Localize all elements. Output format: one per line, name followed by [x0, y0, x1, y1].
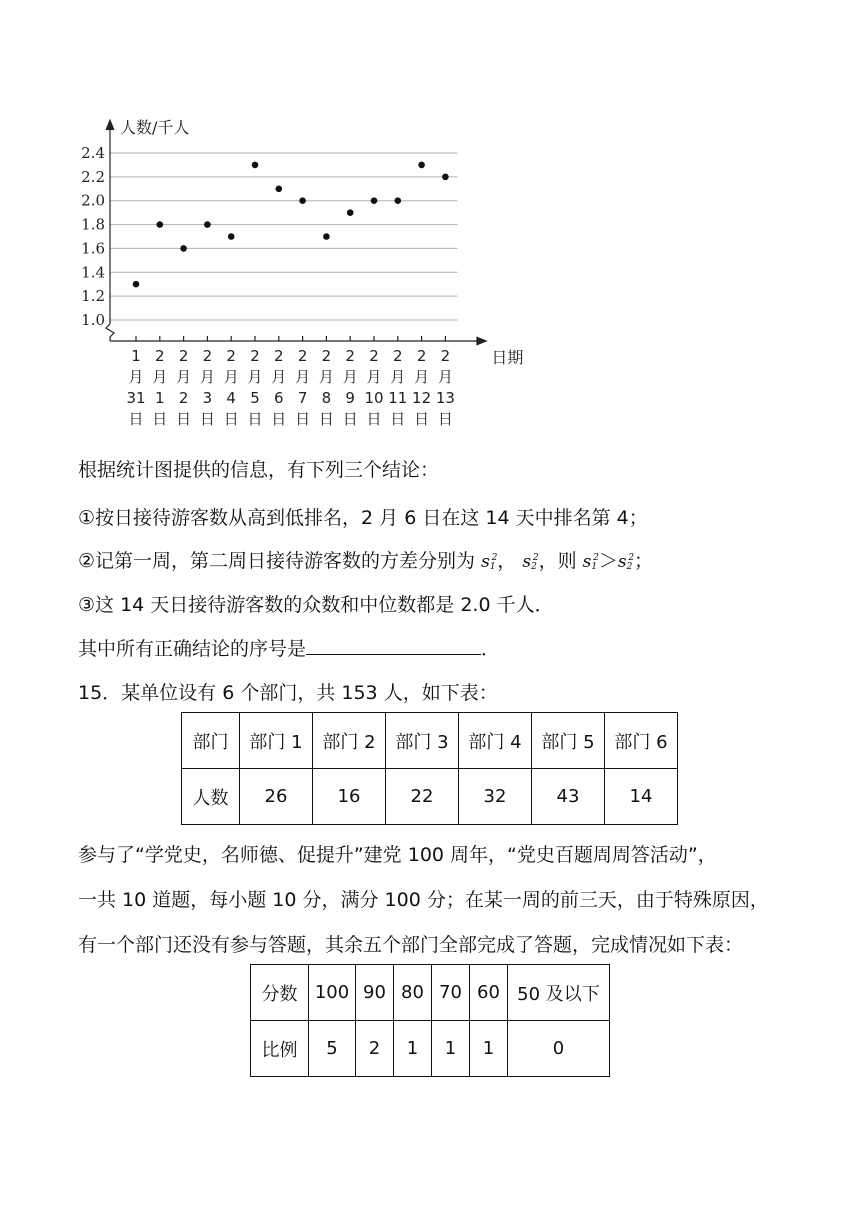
x-tick-label: 日 [176, 410, 192, 428]
table-cell: 1 [470, 1021, 508, 1077]
x-tick-label: 日 [414, 410, 430, 428]
table-cell: 26 [240, 769, 313, 825]
x-tick-label: 日 [271, 410, 287, 428]
x-tick-label: 9 [345, 389, 355, 407]
scatter-chart [70, 110, 530, 440]
x-tick-label: 月 [176, 368, 192, 386]
data-point [180, 245, 187, 252]
x-tick-label: 7 [297, 389, 308, 407]
x-tick-label: 2 [416, 347, 427, 365]
x-tick-label: 2 [393, 347, 403, 365]
table-row [251, 965, 610, 1021]
x-tick-label: 日 [437, 410, 453, 428]
data-point [276, 185, 283, 192]
x-tick-label: 日 [128, 410, 144, 428]
table-row [182, 769, 678, 825]
table-cell: 100 [309, 965, 356, 1021]
data-point [395, 197, 402, 204]
table-cell: 70 [432, 965, 470, 1021]
y-axis-label: 人数/千人 [120, 118, 190, 137]
x-tick-label: 2 [250, 347, 260, 365]
answer-blank[interactable] [306, 636, 481, 655]
y-tick-label: 1.6 [81, 239, 105, 258]
y-tick-label: 1.2 [81, 287, 105, 306]
y-tick-label: 1.8 [81, 215, 105, 234]
x-tick-label: 31 [126, 389, 146, 407]
data-point [323, 233, 330, 240]
table-cell: 80 [394, 965, 432, 1021]
x-tick-label: 日 [295, 410, 311, 428]
table-cell: 部门 4 [459, 713, 532, 769]
conclusion-2: ②记第一周，第二周日接待游客数的方差分别为 $s_1^2$， $s_2^2$，则 $s_1^2>s_2^2$； [78, 550, 654, 572]
table-cell: 部门 2 [313, 713, 386, 769]
x-tick-label: 日 [390, 410, 406, 428]
x-tick-label: 日 [223, 410, 239, 428]
table-cell: 14 [605, 769, 678, 825]
data-point [204, 221, 211, 228]
x-tick-label: 日 [366, 410, 382, 428]
table-cell: 分数 [251, 965, 309, 1021]
table-cell: 5 [309, 1021, 356, 1077]
paragraph-line-3: 有一个部门还没有参与答题，其余五个部门全部完成了答题，完成情况如下表： [78, 934, 744, 956]
y-tick-label: 2.4 [81, 144, 105, 162]
data-point [418, 162, 425, 169]
score-table [250, 964, 610, 1077]
s2-squared: $s_2^2$ [522, 552, 539, 572]
department-table [181, 712, 678, 825]
y-tick-label: 2.0 [81, 191, 105, 210]
x-tick-label: 日 [199, 410, 215, 428]
x-tick-label: 2 [369, 347, 379, 365]
x-tick-label: 2 [202, 347, 213, 365]
table-cell: 人数 [182, 769, 240, 825]
y-tick-label: 1.4 [81, 263, 105, 282]
x-tick-label: 2 [297, 347, 308, 365]
axis-break-icon [106, 324, 114, 341]
table-cell: 部门 6 [605, 713, 678, 769]
data-point [228, 233, 235, 240]
y-tick-label: 1.0 [81, 311, 105, 329]
x-tick-label: 月 [342, 368, 358, 386]
x-tick-label: 6 [274, 389, 284, 407]
data-point [299, 197, 306, 204]
x-axis-label: 日期 [491, 348, 524, 367]
x-tick-label: 1 [155, 389, 165, 407]
problem-15: 15．某单位设有 6 个部门，共 153 人，如下表： [78, 682, 498, 704]
x-tick-label: 2 [178, 347, 189, 365]
table-cell: 32 [459, 769, 532, 825]
x-tick-label: 8 [321, 389, 332, 407]
table-cell: 0 [508, 1021, 610, 1077]
data-point [347, 209, 354, 216]
question-line: 其中所有正确结论的序号是 ． [78, 638, 501, 660]
x-tick-label: 3 [202, 389, 213, 407]
table-cell: 43 [532, 769, 605, 825]
table-cell: 1 [432, 1021, 470, 1077]
table-cell: 60 [470, 965, 508, 1021]
x-tick-label: 1 [131, 347, 141, 365]
x-tick-label: 11 [388, 389, 408, 407]
y-arrow-icon [106, 120, 114, 130]
x-tick-label: 2 [155, 347, 165, 365]
data-point [442, 174, 449, 181]
x-tick-label: 2 [226, 347, 236, 365]
table-cell: 22 [386, 769, 459, 825]
x-tick-label: 月 [366, 368, 382, 386]
x-tick-label: 月 [247, 368, 263, 386]
x-arrow-icon [476, 337, 486, 345]
x-tick-label: 2 [178, 389, 189, 407]
intro-text: 根据统计图提供的信息，有下列三个结论： [78, 459, 440, 481]
x-tick-label: 2 [345, 347, 355, 365]
table-cell: 1 [394, 1021, 432, 1077]
x-tick-label: 日 [318, 410, 334, 428]
data-point [252, 162, 259, 169]
data-point [157, 221, 164, 228]
y-tick-label: 2.2 [81, 167, 105, 186]
paragraph-line-2: 一共 10 道题，每小题 10 分，满分 100 分；在某一周的前三天，由于特殊原因， [78, 889, 769, 911]
x-tick-label: 月 [437, 368, 453, 386]
x-tick-label: 12 [412, 389, 432, 407]
s1-squared-2: $s_1^2$ [582, 552, 599, 572]
x-tick-label: 2 [321, 347, 332, 365]
x-tick-label: 2 [440, 347, 451, 365]
x-tick-label: 月 [128, 368, 144, 386]
x-tick-label: 月 [271, 368, 287, 386]
table-cell: 50 及以下 [508, 965, 610, 1021]
conclusion-3: ③这 14 天日接待游客数的众数和中位数都是 2.0 千人． [78, 594, 554, 616]
table-cell: 90 [356, 965, 394, 1021]
x-tick-label: 日 [247, 410, 263, 428]
data-point [371, 197, 378, 204]
x-tick-label: 月 [318, 368, 334, 386]
x-tick-label: 10 [364, 389, 384, 407]
s1-squared: $s_1^2$ [481, 552, 498, 572]
x-tick-label: 5 [250, 389, 260, 407]
conclusion-1: ①按日接待游客数从高到低排名，2 月 6 日在这 14 天中排名第 4； [78, 507, 648, 529]
table-row [182, 713, 678, 769]
table-row [251, 1021, 610, 1077]
x-tick-label: 2 [274, 347, 284, 365]
table-cell: 部门 5 [532, 713, 605, 769]
x-tick-label: 13 [435, 389, 455, 407]
table-cell: 部门 [182, 713, 240, 769]
table-cell: 2 [356, 1021, 394, 1077]
x-tick-label: 月 [295, 368, 311, 386]
table-cell: 16 [313, 769, 386, 825]
x-tick-label: 月 [414, 368, 430, 386]
x-tick-label: 月 [199, 368, 215, 386]
x-tick-label: 月 [390, 368, 406, 386]
table-cell: 部门 3 [386, 713, 459, 769]
x-tick-label: 日 [152, 410, 168, 428]
data-point [133, 281, 140, 288]
x-tick-label: 月 [152, 368, 168, 386]
x-tick-label: 4 [226, 389, 236, 407]
table-cell: 部门 1 [240, 713, 313, 769]
x-tick-label: 月 [223, 368, 239, 386]
s2-squared-2: $s_2^2$ [617, 552, 635, 572]
paragraph-line-1: 参与了“学党史，名师德、促提升”建党 100 周年，“党史百题周周答活动”， [78, 844, 717, 866]
x-tick-label: 日 [342, 410, 358, 428]
table-cell: 比例 [251, 1021, 309, 1077]
